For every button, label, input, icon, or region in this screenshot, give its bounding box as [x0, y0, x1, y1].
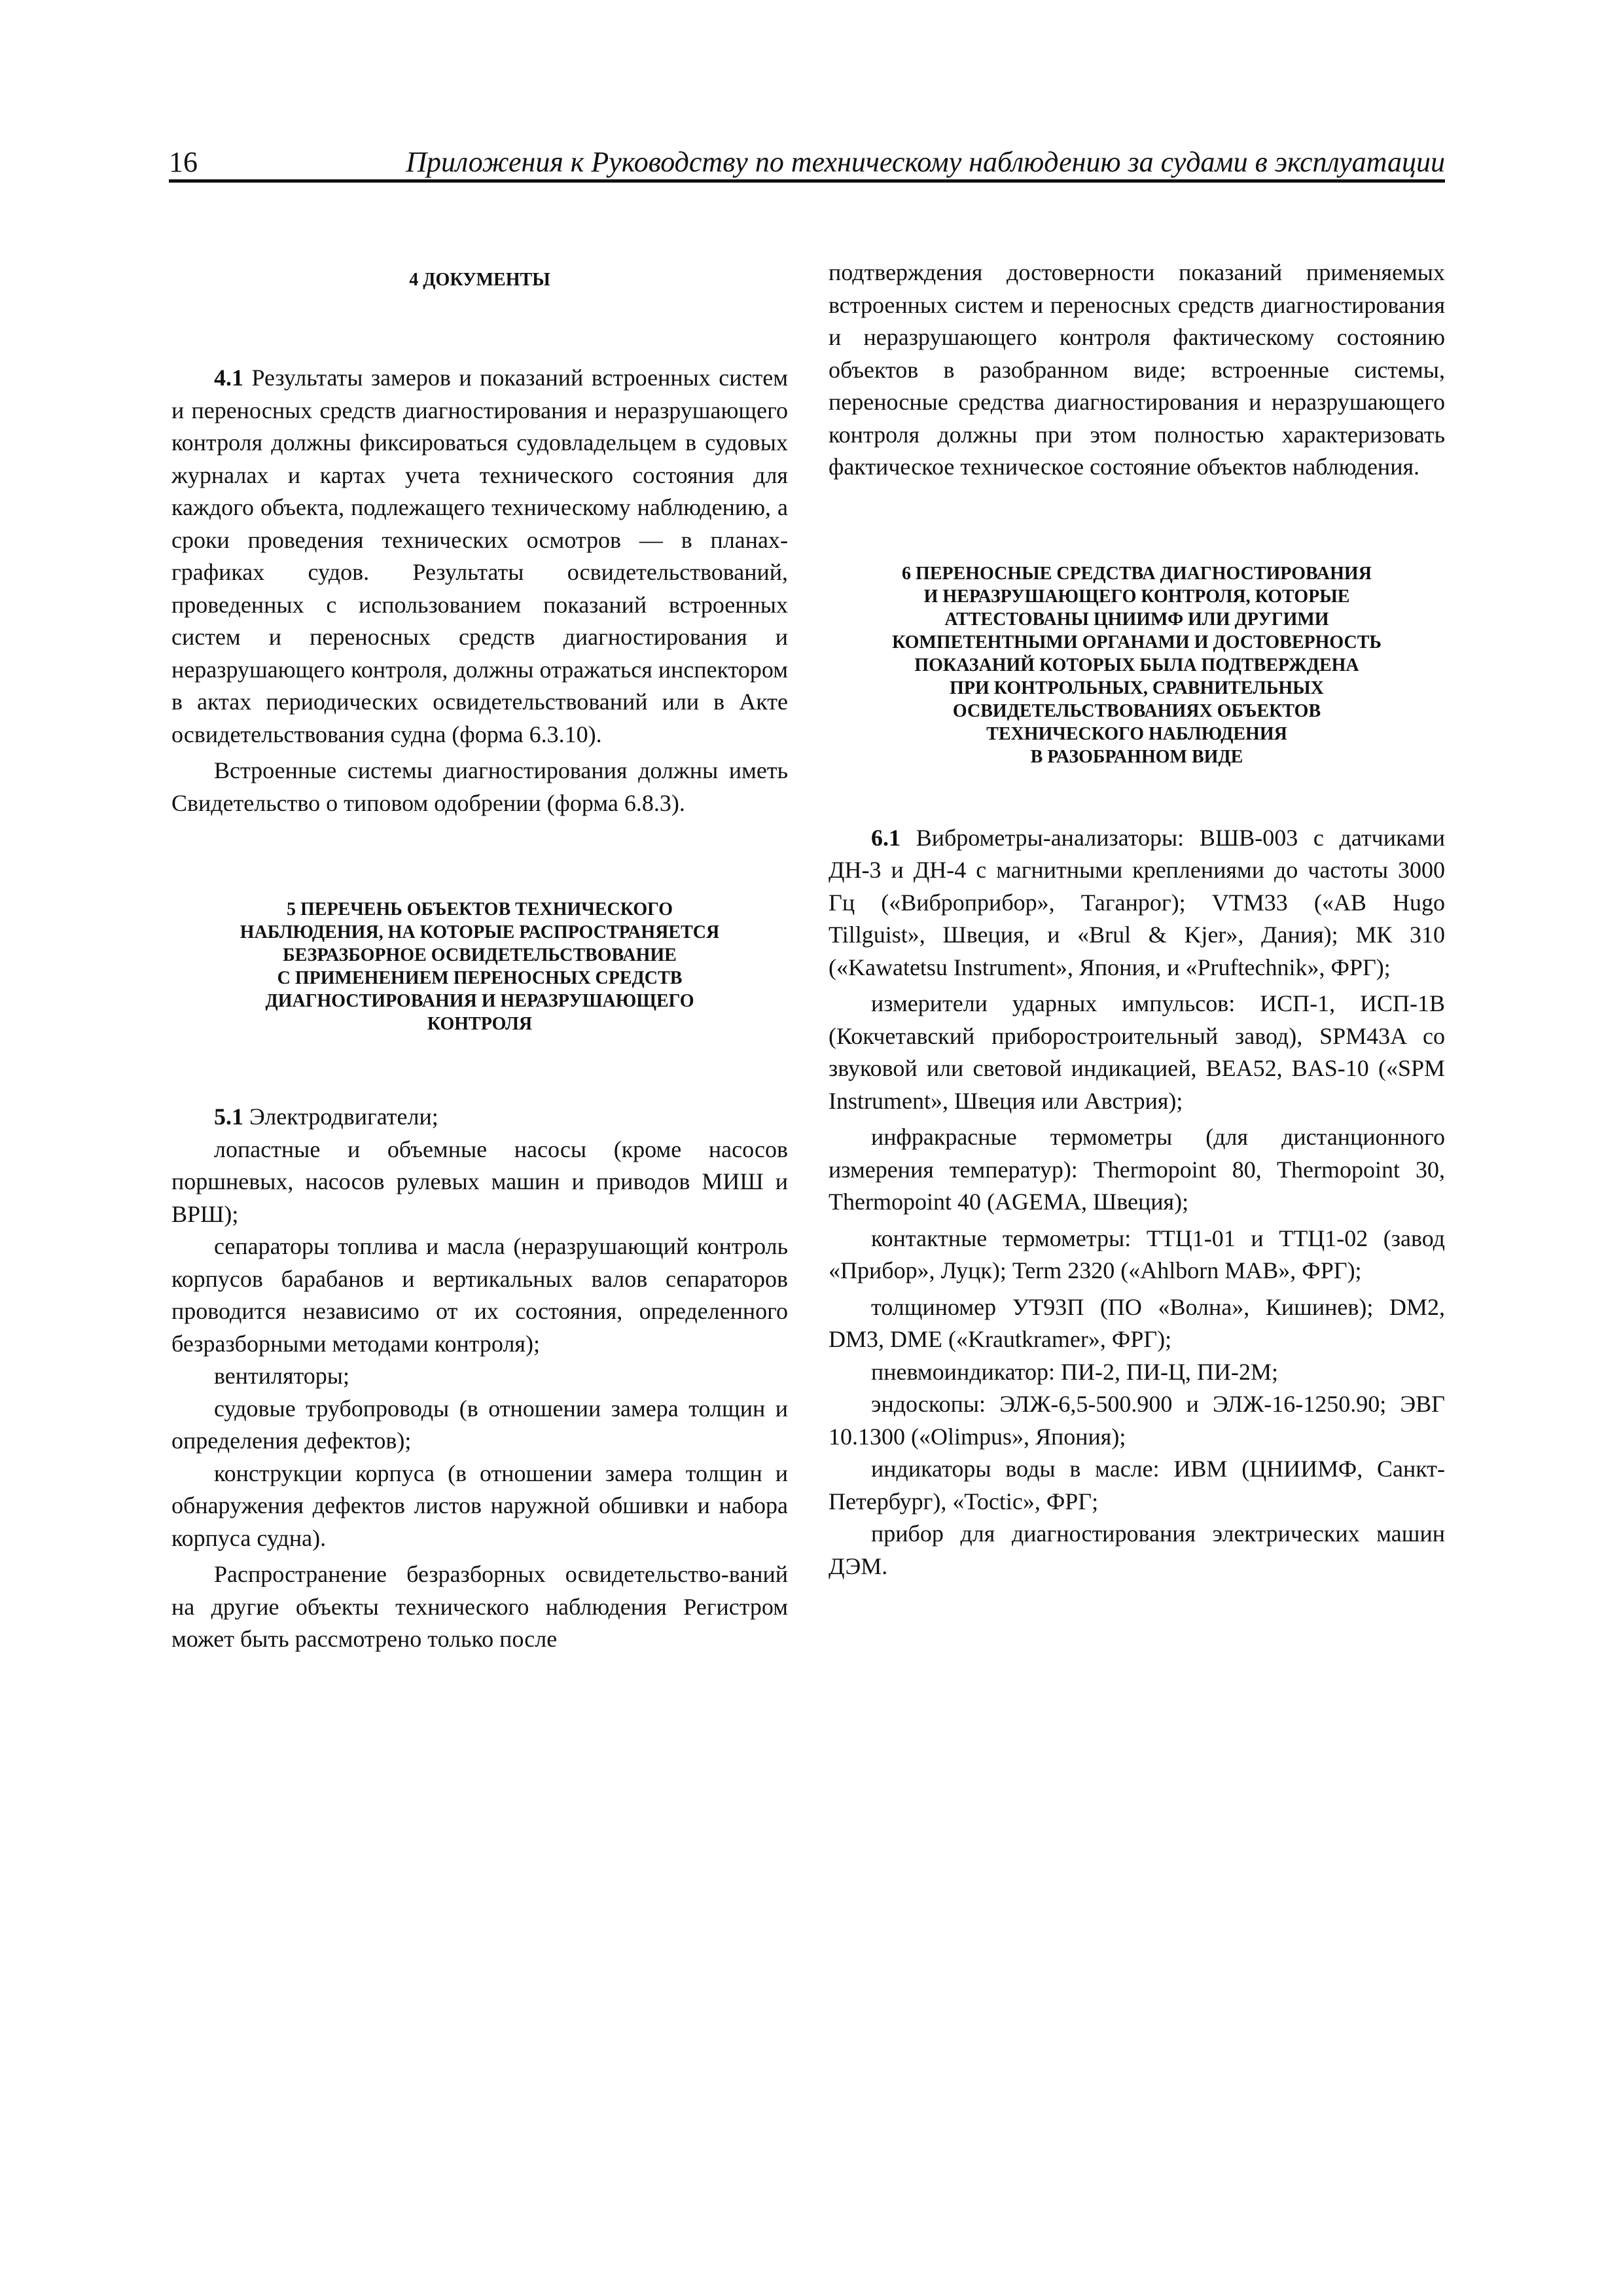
heading-line: 6 ПЕРЕНОСНЫЕ СРЕДСТВА ДИАГНОСТИРОВАНИЯ: [902, 563, 1372, 584]
heading-line: ПРИ КОНТРОЛЬНЫХ, СРАВНИТЕЛЬНЫХ: [950, 677, 1324, 698]
list-item: индикаторы воды в масле: ИВМ (ЦНИИМФ, Санкт-Петербург), «Toctic», ФРГ;: [829, 1456, 1445, 1515]
heading-line: И НЕРАЗРУШАЮЩЕГО КОНТРОЛЯ, КОТОРЫЕ: [923, 586, 1350, 607]
heading-line: НАБЛЮДЕНИЯ, НА КОТОРЫЕ РАСПРОСТРАНЯЕТСЯ: [240, 922, 720, 942]
list-item: инфракрасные термометры (для дистанционного измерения температур): Thermopoint 80, Thermopoint 30, Thermopoint 40 (AGEMA, Швеция);: [829, 1124, 1445, 1215]
heading-line: КОМПЕТЕНТНЫМИ ОРГАНАМИ И ДОСТОВЕРНОСТЬ: [892, 632, 1382, 653]
heading-line: КОНТРОЛЯ: [427, 1014, 533, 1034]
heading-line: 4 ДОКУМЕНТЫ: [409, 270, 550, 290]
paragraph-continuation: подтверждения достоверности показаний применяемых встроенных систем и переносных средств диагностирования и неразрушающего контроля фактическому состоянию объектов в разобранном виде; встроенные системы, переносные средства диагностирования и неразрушающего контроля должны при этом полностью характеризовать фактическое техническое состояние объектов наблюдения.: [829, 259, 1445, 480]
left-column: [171, 257, 788, 1656]
list-item: конструкции корпуса (в отношении замера толщин и обнаружения дефектов листов наружной обшивки и набора корпуса судна).: [171, 1460, 788, 1551]
page-number: 16: [169, 146, 198, 178]
heading-line: ТЕХНИЧЕСКОГО НАБЛЮДЕНИЯ: [986, 723, 1287, 744]
heading-line: АТТЕСТОВАНЫ ЦНИИМФ ИЛИ ДРУГИМИ: [944, 609, 1329, 630]
heading-line: БЕЗРАЗБОРНОЕ ОСВИДЕТЕЛЬСТВОВАНИЕ: [283, 945, 677, 965]
paragraph-text: Виброметры-анализаторы: ВШВ-003 с датчиками ДН-3 и ДН-4 с магнитными креплениями до частоты 3000 Гц («Виброприбор», Таганрог); VTM33 («AB Hugo Tillguist», Швеция, и «Brul & Kjer», Дания); МК 310 («Kawatetsu Instrument», Япония, и «Pruftechnik», ФРГ);: [829, 824, 1445, 980]
list-item: измерители ударных импульсов: ИСП-1, ИСП-1В (Кокчетавский приборостроительный завод), SPM43A со звуковой или световой индикацией, BEA52, BAS-10 («SPM Instrument», Швеция или Австрия);: [829, 990, 1445, 1114]
list-item: пневмоиндикатор: ПИ-2, ПИ-Ц, ПИ-2М;: [871, 1358, 1279, 1385]
paragraph: Распространение безразборных освидетельство-ваний на другие объекты технического наблюдения Регистром может быть рассмотрено только после: [171, 1561, 788, 1652]
paragraph-text: Электродвигатели;: [243, 1103, 438, 1130]
paragraph-6-1: [829, 822, 1445, 984]
list-item: судовые трубопроводы (в отношении замера толщин и определения дефектов);: [171, 1395, 788, 1454]
heading-line: ДИАГНОСТИРОВАНИЯ И НЕРАЗРУШАЮЩЕГО: [265, 991, 694, 1011]
paragraph-5-1: [171, 1101, 788, 1134]
section-4-heading: [171, 268, 788, 291]
heading-line: ПОКАЗАНИЙ КОТОРЫХ БЫЛА ПОДТВЕРЖДЕНА: [914, 655, 1359, 675]
heading-line: ОСВИДЕТЕЛЬСТВОВАНИЯХ ОБЪЕКТОВ: [952, 700, 1321, 721]
page-header: [169, 145, 1445, 179]
paragraph-text: Результаты замеров и показаний встроенных систем и переносных средств диагностирования и неразрушающего контроля должны фиксироваться судовладельцем в судовых журналах и картах учета технического состояния для каждого объекта, подлежащего техническому наблюдению, а сроки проведения технических осмотров — в планах-графиках судов. Результаты освидетельствований, проведенных с использованием показаний встроенных систем и переносных средств диагностирования и неразрушающего контроля, должны отражаться инспектором в актах периодических освидетельствований или в Акте освидетельствования судна (форма 6.3.10).: [171, 365, 788, 747]
running-title: Приложения к Руководству по техническому наблюдению за судами в эксплуатации: [406, 146, 1445, 178]
heading-line: В РАЗОБРАННОМ ВИДЕ: [1030, 746, 1243, 767]
list-item: контактные термометры: ТТЦ1-01 и ТТЦ1-02 (завод «Прибор», Луцк); Term 2320 («Ahlborn MAB», ФРГ);: [829, 1225, 1445, 1283]
list-item: вентиляторы;: [214, 1363, 349, 1389]
list-item: прибор для диагностирования электрических машин ДЭМ.: [829, 1520, 1445, 1579]
paragraph-number: 4.1: [214, 365, 243, 391]
list-item: эндоскопы: ЭЛЖ-6,5-500.900 и ЭЛЖ-16-1250.90; ЭВГ 10.1300 («Olimpus», Япония);: [829, 1391, 1445, 1450]
heading-line: С ПРИМЕНЕНИЕМ ПЕРЕНОСНЫХ СРЕДСТВ: [277, 968, 683, 988]
list-item: толщиномер УТ93П (ПО «Волна», Кишинев); DM2, DM3, DME («Krautkramer», ФРГ);: [829, 1293, 1445, 1352]
paragraph: Встроенные системы диагностирования должны иметь Свидетельство о типовом одобрении (форма 6.8.3).: [171, 757, 788, 816]
header-rule: [169, 179, 1445, 183]
paragraph-number: 6.1: [871, 824, 901, 851]
heading-line: 5 ПЕРЕЧЕНЬ ОБЪЕКТОВ ТЕХНИЧЕСКОГО: [287, 899, 673, 920]
list-item: лопастные и объемные насосы (кроме насосов поршневых, насосов рулевых машин и приводов МИШ и ВРШ);: [171, 1136, 788, 1227]
paragraph-number: 5.1: [214, 1103, 243, 1130]
section-6-heading: [829, 562, 1445, 768]
right-column: [829, 257, 1445, 1583]
paragraph-4-1: [171, 362, 788, 751]
section-5-heading: [171, 898, 788, 1035]
list-item: сепараторы топлива и масла (неразрушающий контроль корпусов барабанов и вертикальных валов сепараторов проводится независимо от их состояния, определенного безразборными методами контроля);: [171, 1233, 788, 1357]
